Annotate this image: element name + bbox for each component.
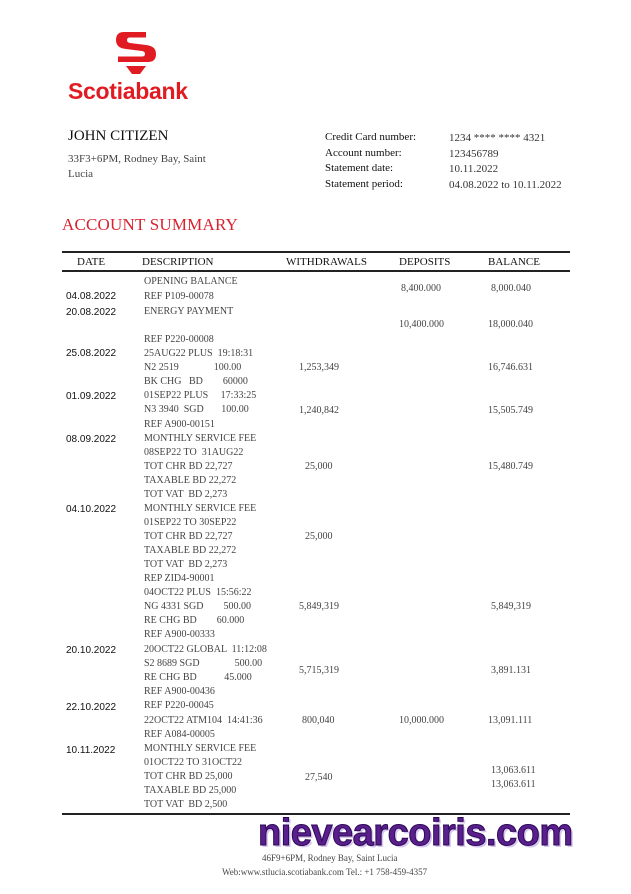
balance-amount: 15,505.749 — [488, 405, 533, 416]
description-line: RE CHG BD 60.000 — [144, 615, 245, 626]
description-line: N3 3940 SGD 100.00 — [144, 404, 249, 415]
description-line: OPENING BALANCE — [144, 276, 238, 287]
description-line: TOT VAT BD 2,273 — [144, 559, 228, 570]
card-number-label: Credit Card number: — [325, 131, 417, 143]
description-line: REP ZID4-90001 — [144, 573, 215, 584]
description-line: REF P220-00045 — [144, 700, 214, 711]
balance-amount: 5,849,319 — [491, 601, 531, 612]
row-date: 22.10.2022 — [66, 702, 117, 713]
row-date: 10.11.2022 — [66, 745, 116, 756]
description-line: TOT VAT BD 2,273 — [144, 489, 228, 500]
withdrawal-amount: 1,240,842 — [299, 405, 339, 416]
description-line: 04OCT22 PLUS 15:56:22 — [144, 587, 252, 598]
statement-date-label: Statement date: — [325, 162, 394, 174]
row-date: 25.08.2022 — [66, 348, 117, 359]
withdrawal-amount: 1,253,349 — [299, 362, 339, 373]
description-line: 25AUG22 PLUS 19:18:31 — [144, 348, 254, 359]
address-line-1: 33F3+6PM, Rodney Bay, Saint — [68, 153, 206, 165]
deposit-amount: 8,400.000 — [401, 283, 441, 294]
withdrawal-amount: 5,715,319 — [299, 665, 339, 676]
col-header-withdrawals: WITHDRAWALS — [286, 256, 367, 268]
description-line: TAXABLE BD 22,272 — [144, 545, 237, 556]
description-line: REF A900-00436 — [144, 686, 215, 697]
customer-name: JOHN CITIZEN — [68, 128, 169, 144]
description-line: 08SEP22 TO 31AUG22 — [144, 447, 244, 458]
description-line: N2 2519 100.00 — [144, 362, 242, 373]
withdrawal-amount: 27,540 — [305, 772, 333, 783]
row-date: 01.09.2022 — [66, 391, 117, 402]
description-line: 01SEP22 TO 30SEP22 — [144, 517, 237, 528]
row-date: 20.10.2022 — [66, 645, 117, 656]
account-summary-title: ACCOUNT SUMMARY — [62, 215, 239, 234]
description-line: NG 4331 SGD 500.00 — [144, 601, 251, 612]
table-top-rule — [62, 251, 570, 253]
withdrawal-amount: 25,000 — [305, 461, 333, 472]
card-number-value: 1234 **** **** 4321 — [449, 132, 546, 144]
col-header-deposits: DEPOSITS — [399, 256, 451, 268]
balance-amount: 8,000.040 — [491, 283, 531, 294]
description-line: MONTHLY SERVICE FEE — [144, 503, 257, 514]
col-header-balance: BALANCE — [488, 256, 540, 268]
description-line: S2 8689 SGD 500.00 — [144, 658, 263, 669]
address-line-2: Lucia — [68, 168, 94, 180]
description-line: REF P109-00078 — [144, 291, 214, 302]
description-line: 22OCT22 ATM104 14:41:36 — [144, 715, 263, 726]
description-line: 01SEP22 PLUS 17:33:25 — [144, 390, 257, 401]
description-line: TOT CHR BD 25,000 — [144, 771, 233, 782]
description-line: TOT CHR BD 22,727 — [144, 461, 233, 472]
deposit-amount: 10,000.000 — [399, 715, 444, 726]
description-line: TAXABLE BD 25,000 — [144, 785, 237, 796]
row-date: 04.08.2022 — [66, 291, 117, 302]
description-line: ENERGY PAYMENT — [144, 306, 234, 317]
description-line: TAXABLE BD 22,272 — [144, 475, 237, 486]
description-line: REF A084-00005 — [144, 729, 215, 740]
table-header-rule — [62, 270, 570, 272]
balance-amount: 15,480.749 — [488, 461, 533, 472]
statement-period-value: 04.08.2022 to 10.11.2022 — [449, 179, 562, 191]
balance-amount: 18,000.040 — [488, 319, 533, 330]
balance-amount: 13,091.111 — [488, 715, 533, 726]
description-line: 01OCT22 TO 31OCT22 — [144, 757, 242, 768]
balance-amount: 13,063.611 — [491, 779, 536, 790]
description-line: 20OCT22 GLOBAL 11:12:08 — [144, 644, 267, 655]
row-date: 08.09.2022 — [66, 434, 117, 445]
row-date: 04.10.2022 — [66, 504, 117, 515]
row-date: 20.08.2022 — [66, 307, 117, 318]
footer-contact: Web:www.stlucia.scotiabank.com Tel.: +1 758-459-4357 — [222, 867, 428, 877]
description-line: MONTHLY SERVICE FEE — [144, 743, 257, 754]
description-line: RE CHG BD 45.000 — [144, 672, 252, 683]
col-header-description: DESCRIPTION — [142, 256, 214, 268]
brand-wordmark: Scotiabank — [68, 78, 188, 104]
footer-address: 46F9+6PM, Rodney Bay, Saint Lucia — [262, 853, 398, 863]
account-number-label: Account number: — [325, 147, 402, 159]
balance-amount: 13,063.611 — [491, 765, 536, 776]
description-line: TOT CHR BD 22,727 — [144, 531, 233, 542]
deposit-amount: 10,400.000 — [399, 319, 444, 330]
withdrawal-amount: 25,000 — [305, 531, 333, 542]
statement-date-value: 10.11.2022 — [449, 163, 499, 175]
balance-amount: 16,746.631 — [488, 362, 533, 373]
balance-amount: 3,891.131 — [491, 665, 531, 676]
description-line: MONTHLY SERVICE FEE — [144, 433, 257, 444]
scotiabank-logo-icon — [112, 28, 160, 76]
withdrawal-amount: 5,849,319 — [299, 601, 339, 612]
account-number-value: 123456789 — [449, 148, 499, 160]
description-line: TOT VAT BD 2,500 — [144, 799, 228, 810]
col-header-date: DATE — [77, 256, 106, 268]
description-line: BK CHG BD 60000 — [144, 376, 248, 387]
description-line: REF P220-00008 — [144, 334, 214, 345]
description-line: REF A900-00333 — [144, 629, 215, 640]
withdrawal-amount: 800,040 — [302, 715, 335, 726]
watermark-text: nievearcoiris.com — [258, 812, 573, 854]
description-line: REF A900-00151 — [144, 419, 215, 430]
customer-address — [68, 152, 218, 182]
statement-period-label: Statement period: — [325, 178, 403, 190]
